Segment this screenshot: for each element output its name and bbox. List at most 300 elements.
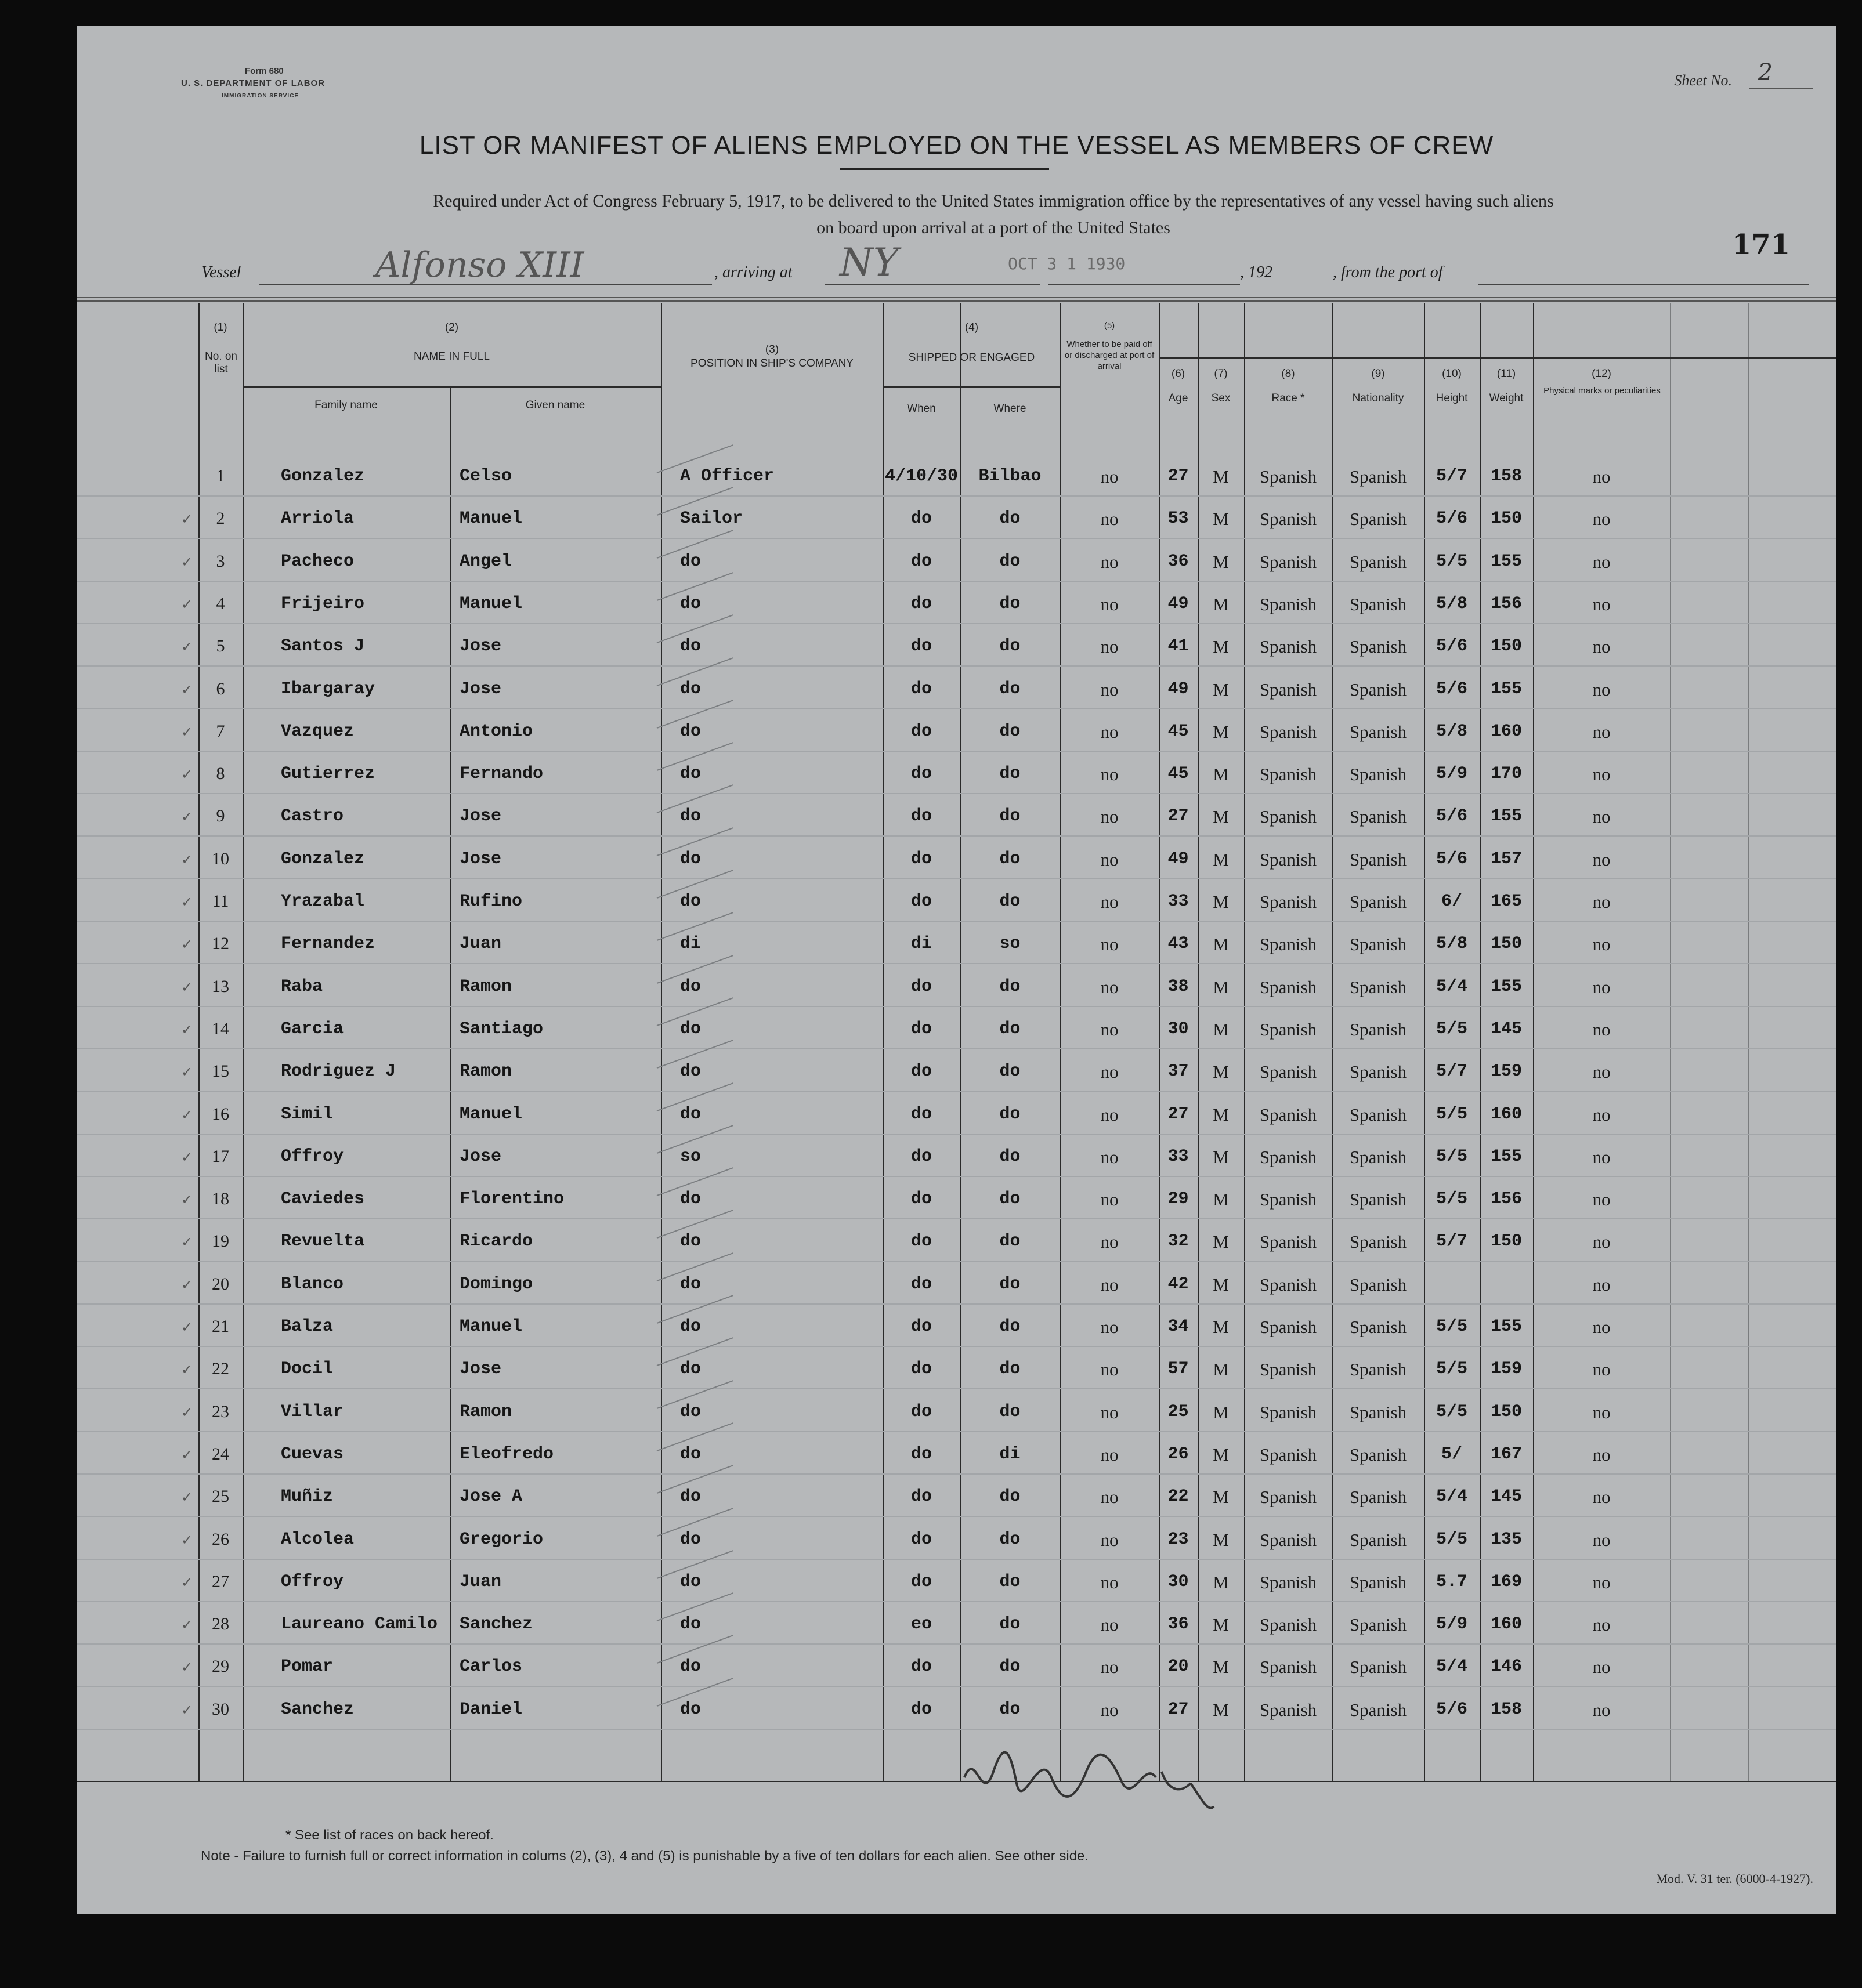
physical-marks: no bbox=[1592, 934, 1611, 955]
table-top-rule-2 bbox=[77, 300, 1836, 302]
weight: 158 bbox=[1490, 466, 1522, 486]
sex: M bbox=[1213, 849, 1229, 870]
table-row bbox=[77, 1431, 1836, 1432]
given-name: Gregorio bbox=[460, 1529, 544, 1549]
paid-off: no bbox=[1100, 976, 1119, 997]
given-name: Juan bbox=[460, 1571, 502, 1592]
page-subtitle bbox=[193, 188, 1794, 241]
check-mark-icon: ✓ bbox=[181, 1192, 193, 1208]
physical-marks: no bbox=[1592, 1019, 1611, 1040]
nationality: Spanish bbox=[1349, 976, 1407, 997]
paid-off: no bbox=[1100, 934, 1119, 955]
shipped-when: do bbox=[910, 509, 932, 529]
given-name: Rufino bbox=[460, 892, 523, 911]
vessel-name: Alfonso XIII bbox=[375, 245, 584, 285]
family-name: Garcia bbox=[281, 1019, 344, 1039]
nationality: Spanish bbox=[1349, 1614, 1407, 1635]
subtitle-line-2: on board upon arrival at a port of the United States bbox=[816, 218, 1170, 237]
shipped-when: do bbox=[910, 1359, 932, 1379]
shipped-when: do bbox=[910, 551, 932, 571]
table-row bbox=[77, 1601, 1836, 1602]
nationality: Spanish bbox=[1349, 892, 1407, 912]
age: 45 bbox=[1167, 764, 1189, 784]
given-name: Jose bbox=[460, 1359, 502, 1379]
physical-marks: no bbox=[1592, 1232, 1611, 1252]
check-mark-icon: ✓ bbox=[181, 1701, 193, 1718]
position: Sailor bbox=[680, 509, 743, 529]
check-mark-icon: ✓ bbox=[181, 1489, 193, 1506]
header-nationality: Nationality bbox=[1352, 392, 1404, 404]
header-weight-number: (11) bbox=[1496, 368, 1516, 380]
table-row bbox=[77, 1176, 1836, 1177]
shipped-when: do bbox=[910, 1657, 932, 1677]
physical-marks: no bbox=[1592, 509, 1611, 530]
family-name: Ibargaray bbox=[281, 679, 375, 699]
header-race-number: (8) bbox=[1281, 368, 1295, 380]
given-name: Antonio bbox=[460, 721, 533, 741]
from-port-line bbox=[1478, 284, 1809, 285]
header-race: Race * bbox=[1271, 392, 1305, 404]
height: 5/5 bbox=[1436, 1146, 1467, 1167]
shipped-where: do bbox=[999, 1699, 1021, 1719]
shipped-where: do bbox=[999, 1062, 1021, 1082]
height: 5/5 bbox=[1436, 1019, 1467, 1039]
given-name: Manuel bbox=[460, 509, 523, 529]
age: 30 bbox=[1167, 1571, 1189, 1592]
paid-off: no bbox=[1100, 721, 1119, 742]
shipped-when: do bbox=[910, 806, 932, 827]
header-nationality-number: (9) bbox=[1371, 368, 1385, 380]
sex: M bbox=[1213, 1062, 1229, 1082]
table-row bbox=[77, 878, 1836, 879]
age: 36 bbox=[1167, 551, 1189, 571]
height: 5/5 bbox=[1436, 1189, 1467, 1210]
position: do bbox=[680, 1699, 702, 1719]
physical-marks: no bbox=[1592, 1529, 1611, 1550]
nationality: Spanish bbox=[1349, 551, 1407, 572]
position: A Officer bbox=[680, 466, 775, 486]
table-row bbox=[77, 538, 1836, 539]
given-name: Eleofredo bbox=[460, 1444, 554, 1464]
nationality: Spanish bbox=[1349, 1232, 1407, 1252]
shipped-where: do bbox=[999, 1657, 1021, 1677]
family-name: Gonzalez bbox=[281, 466, 365, 486]
shipped-when: do bbox=[910, 1402, 932, 1422]
weight: 170 bbox=[1490, 764, 1522, 784]
shipped-header-rule bbox=[883, 386, 1060, 388]
position: so bbox=[680, 1146, 702, 1167]
shipped-where: do bbox=[999, 1359, 1021, 1379]
height: 5/5 bbox=[1436, 1317, 1467, 1337]
position: do bbox=[680, 1062, 702, 1082]
given-name: Manuel bbox=[460, 1104, 523, 1124]
paid-off: no bbox=[1100, 1359, 1119, 1380]
age: 27 bbox=[1167, 1104, 1189, 1124]
age: 32 bbox=[1167, 1232, 1189, 1252]
race: Spanish bbox=[1259, 1614, 1317, 1635]
shipped-where: do bbox=[999, 1402, 1021, 1422]
weight: 159 bbox=[1490, 1062, 1522, 1082]
age: 36 bbox=[1167, 1614, 1189, 1635]
age: 43 bbox=[1167, 934, 1189, 954]
age: 27 bbox=[1167, 1699, 1189, 1719]
row-number: 4 bbox=[216, 593, 225, 613]
weight: 150 bbox=[1490, 1232, 1522, 1252]
table-bottom-rule bbox=[77, 1781, 1836, 1782]
table-row bbox=[77, 1303, 1836, 1305]
race: Spanish bbox=[1259, 1019, 1317, 1040]
family-name: Frijeiro bbox=[281, 593, 365, 614]
given-name: Fernando bbox=[460, 764, 544, 784]
table-row bbox=[77, 1218, 1836, 1219]
check-mark-icon: ✓ bbox=[181, 1149, 193, 1165]
sex: M bbox=[1213, 1189, 1229, 1210]
row-number: 8 bbox=[216, 764, 225, 784]
shipped-where: do bbox=[999, 1274, 1021, 1294]
weight: 150 bbox=[1490, 636, 1522, 657]
check-mark-icon: ✓ bbox=[181, 979, 193, 995]
family-name: Blanco bbox=[281, 1274, 344, 1294]
sex: M bbox=[1213, 551, 1229, 572]
paid-off: no bbox=[1100, 1444, 1119, 1465]
shipped-where: do bbox=[999, 806, 1021, 827]
row-number: 14 bbox=[212, 1019, 229, 1038]
nationality: Spanish bbox=[1349, 1189, 1407, 1210]
family-name: Offroy bbox=[281, 1571, 344, 1592]
physical-marks: no bbox=[1592, 892, 1611, 912]
height: 5/4 bbox=[1436, 976, 1467, 997]
row-number: 9 bbox=[216, 806, 225, 826]
shipped-when: do bbox=[910, 764, 932, 784]
race: Spanish bbox=[1259, 764, 1317, 785]
row-number: 29 bbox=[212, 1657, 229, 1676]
given-name: Santiago bbox=[460, 1019, 544, 1039]
position: do bbox=[680, 1657, 702, 1677]
paid-off: no bbox=[1100, 1487, 1119, 1508]
header-name-in-full: NAME IN FULL bbox=[414, 350, 490, 363]
shipped-when: do bbox=[910, 721, 932, 741]
physical-marks: no bbox=[1592, 721, 1611, 742]
paid-off: no bbox=[1100, 764, 1119, 785]
shipped-where: do bbox=[999, 636, 1021, 657]
header-marks-number: (12) bbox=[1592, 368, 1611, 380]
weight: 160 bbox=[1490, 721, 1522, 741]
sex: M bbox=[1213, 764, 1229, 785]
manifest-sheet bbox=[77, 26, 1836, 1914]
given-name: Juan bbox=[460, 934, 502, 954]
physical-marks: no bbox=[1592, 593, 1611, 614]
paid-off: no bbox=[1100, 1104, 1119, 1125]
sex: M bbox=[1213, 466, 1229, 487]
shipped-where: di bbox=[999, 1444, 1021, 1464]
sex: M bbox=[1213, 1699, 1229, 1720]
table-row bbox=[77, 1261, 1836, 1262]
table-row bbox=[77, 1388, 1836, 1389]
nationality: Spanish bbox=[1349, 721, 1407, 742]
paid-off: no bbox=[1100, 1402, 1119, 1422]
race: Spanish bbox=[1259, 1189, 1317, 1210]
age: 49 bbox=[1167, 849, 1189, 869]
race: Spanish bbox=[1259, 934, 1317, 955]
family-name: Muñiz bbox=[281, 1487, 334, 1507]
family-name: Gutierrez bbox=[281, 764, 375, 784]
header-given-name: Given name bbox=[525, 399, 585, 411]
date-stamp: OCT 3 1 1930 bbox=[1008, 254, 1126, 273]
name-subcolumn-divider bbox=[450, 388, 451, 1781]
shipped-when: do bbox=[910, 1699, 932, 1719]
weight: 155 bbox=[1490, 1317, 1522, 1337]
given-name: Jose bbox=[460, 679, 502, 699]
given-name: Daniel bbox=[460, 1699, 523, 1719]
shipped-where: do bbox=[999, 976, 1021, 997]
weight: 145 bbox=[1490, 1487, 1522, 1507]
race: Spanish bbox=[1259, 1402, 1317, 1422]
weight: 150 bbox=[1490, 934, 1522, 954]
header-col5-number: (5) bbox=[1104, 321, 1115, 331]
sheet-number: 2 bbox=[1758, 59, 1773, 86]
height: 5/8 bbox=[1436, 721, 1467, 741]
position: do bbox=[680, 764, 702, 784]
table-row bbox=[77, 1473, 1836, 1475]
check-mark-icon: ✓ bbox=[181, 766, 193, 783]
check-mark-icon: ✓ bbox=[181, 809, 193, 825]
sex: M bbox=[1213, 1104, 1229, 1125]
family-name: Docil bbox=[281, 1359, 334, 1379]
position: do bbox=[680, 1529, 702, 1549]
race: Spanish bbox=[1259, 1317, 1317, 1337]
height: 5/7 bbox=[1436, 466, 1467, 486]
footer-note-penalty: Note - Failure to furnish full or correct information in colums (2), (3), 4 and (5) is punishable by a five of ten dollars for each alien. See other side. bbox=[201, 1848, 1089, 1864]
sheet-number-line bbox=[1749, 88, 1813, 89]
sex: M bbox=[1213, 1657, 1229, 1678]
title-underline bbox=[840, 168, 1049, 170]
shipped-when: do bbox=[910, 1317, 932, 1337]
check-mark-icon: ✓ bbox=[181, 1064, 193, 1081]
age: 49 bbox=[1167, 679, 1189, 699]
family-name: Yrazabal bbox=[281, 892, 365, 911]
header-col3-number: (3) bbox=[765, 343, 779, 356]
table-row bbox=[77, 793, 1836, 794]
footer-note-races: * See list of races on back hereof. bbox=[285, 1827, 494, 1843]
row-number: 5 bbox=[216, 636, 225, 656]
physical-marks: no bbox=[1592, 1317, 1611, 1337]
vessel-label: Vessel bbox=[201, 263, 241, 281]
position: do bbox=[680, 1402, 702, 1422]
position: do bbox=[680, 593, 702, 614]
position: do bbox=[680, 1571, 702, 1592]
header-col4-number: (4) bbox=[964, 321, 979, 334]
race: Spanish bbox=[1259, 1232, 1317, 1252]
family-name: Raba bbox=[281, 976, 323, 997]
position: do bbox=[680, 636, 702, 657]
nationality: Spanish bbox=[1349, 1699, 1407, 1720]
header-col1-number: (1) bbox=[214, 321, 227, 334]
height: 5/5 bbox=[1436, 1402, 1467, 1422]
shipped-where: do bbox=[999, 1189, 1021, 1210]
height: 5.7 bbox=[1436, 1571, 1467, 1592]
shipped-where: do bbox=[999, 1529, 1021, 1549]
check-mark-icon: ✓ bbox=[181, 1659, 193, 1676]
given-name: Ramon bbox=[460, 976, 512, 997]
paid-off: no bbox=[1100, 892, 1119, 912]
age: 25 bbox=[1167, 1402, 1189, 1422]
age: 34 bbox=[1167, 1317, 1189, 1337]
row-number: 30 bbox=[212, 1699, 229, 1719]
physical-marks: no bbox=[1592, 1444, 1611, 1465]
header-shipped: SHIPPED OR ENGAGED bbox=[908, 352, 1035, 364]
given-name: Domingo bbox=[460, 1274, 533, 1294]
weight: 155 bbox=[1490, 679, 1522, 699]
nationality: Spanish bbox=[1349, 1402, 1407, 1422]
age: 53 bbox=[1167, 509, 1189, 529]
nationality: Spanish bbox=[1349, 509, 1407, 530]
race: Spanish bbox=[1259, 1274, 1317, 1295]
paid-off: no bbox=[1100, 679, 1119, 700]
physical-marks: no bbox=[1592, 551, 1611, 572]
nationality: Spanish bbox=[1349, 849, 1407, 870]
position: do bbox=[680, 892, 702, 911]
race: Spanish bbox=[1259, 1571, 1317, 1592]
subtitle-line-1: Required under Act of Congress February 5, 1917, to be delivered to the United States immigration office by the representatives of any vessel having such aliens bbox=[433, 191, 1554, 211]
nationality: Spanish bbox=[1349, 679, 1407, 700]
age: 37 bbox=[1167, 1062, 1189, 1082]
position: do bbox=[680, 1189, 702, 1210]
form-number: Form 680 bbox=[245, 66, 284, 76]
physical-marks: no bbox=[1592, 466, 1611, 487]
position: do bbox=[680, 849, 702, 869]
physical-marks: no bbox=[1592, 849, 1611, 870]
height: 5/6 bbox=[1436, 679, 1467, 699]
height: 5/7 bbox=[1436, 1232, 1467, 1252]
physical-marks: no bbox=[1592, 1614, 1611, 1635]
nationality: Spanish bbox=[1349, 1104, 1407, 1125]
sex: M bbox=[1213, 1274, 1229, 1295]
age: 27 bbox=[1167, 806, 1189, 827]
race: Spanish bbox=[1259, 466, 1317, 487]
sex: M bbox=[1213, 509, 1229, 530]
stamped-number: 171 bbox=[1731, 229, 1790, 261]
position: do bbox=[680, 1614, 702, 1635]
family-name: Santos J bbox=[281, 636, 365, 657]
height: 5/6 bbox=[1436, 1699, 1467, 1719]
height: 5/7 bbox=[1436, 1062, 1467, 1082]
check-mark-icon: ✓ bbox=[181, 639, 193, 656]
race: Spanish bbox=[1259, 593, 1317, 614]
given-name: Angel bbox=[460, 551, 512, 571]
race: Spanish bbox=[1259, 1699, 1317, 1720]
shipped-when: do bbox=[910, 976, 932, 997]
family-name: Rodriguez J bbox=[281, 1062, 396, 1082]
check-mark-icon: ✓ bbox=[181, 894, 193, 910]
shipped-where: do bbox=[999, 1317, 1021, 1337]
sex: M bbox=[1213, 934, 1229, 955]
table-row bbox=[77, 1686, 1836, 1687]
row-number: 26 bbox=[212, 1529, 229, 1549]
weight: 150 bbox=[1490, 509, 1522, 529]
age: 30 bbox=[1167, 1019, 1189, 1039]
given-name: Carlos bbox=[460, 1657, 523, 1677]
check-mark-icon: ✓ bbox=[181, 681, 193, 698]
header-age: Age bbox=[1168, 392, 1188, 404]
age: 38 bbox=[1167, 976, 1189, 997]
sheet-label: Sheet No. bbox=[1674, 72, 1732, 89]
header-sex: Sex bbox=[1211, 392, 1231, 404]
paid-off: no bbox=[1100, 551, 1119, 572]
age: 57 bbox=[1167, 1359, 1189, 1379]
family-name: Castro bbox=[281, 806, 344, 827]
shipped-where: do bbox=[999, 593, 1021, 614]
header-paid-off: Whether to be paid off or discharged at port of arrival bbox=[1064, 339, 1155, 371]
height: 5/8 bbox=[1436, 593, 1467, 614]
paid-off: no bbox=[1100, 1019, 1119, 1040]
shipped-where: do bbox=[999, 1232, 1021, 1252]
sex: M bbox=[1213, 1402, 1229, 1422]
shipped-when: do bbox=[910, 636, 932, 657]
nationality: Spanish bbox=[1349, 1529, 1407, 1550]
header-weight: Weight bbox=[1489, 392, 1524, 404]
header-when: When bbox=[907, 403, 936, 415]
shipped-when: do bbox=[910, 1274, 932, 1294]
nationality: Spanish bbox=[1349, 1359, 1407, 1380]
service-name: IMMIGRATION SERVICE bbox=[222, 93, 299, 99]
weight: 160 bbox=[1490, 1104, 1522, 1124]
arriving-port: NY bbox=[840, 240, 899, 285]
physical-marks: no bbox=[1592, 1104, 1611, 1125]
row-number: 28 bbox=[212, 1614, 229, 1634]
header-sex-number: (7) bbox=[1214, 368, 1228, 380]
family-name: Laureano Camilo bbox=[281, 1614, 438, 1635]
family-name: Arriola bbox=[281, 509, 355, 529]
signature bbox=[959, 1737, 1225, 1827]
shipped-when: do bbox=[910, 1104, 932, 1124]
nationality: Spanish bbox=[1349, 806, 1407, 827]
header-position: POSITION IN SHIP'S COMPANY bbox=[690, 357, 854, 370]
physical-marks: no bbox=[1592, 1146, 1611, 1167]
height: 5/6 bbox=[1436, 849, 1467, 869]
sex: M bbox=[1213, 679, 1229, 700]
shipped-when: do bbox=[910, 849, 932, 869]
shipped-where: do bbox=[999, 509, 1021, 529]
position: do bbox=[680, 806, 702, 827]
age: 33 bbox=[1167, 1146, 1189, 1167]
race: Spanish bbox=[1259, 1062, 1317, 1082]
table-row bbox=[77, 665, 1836, 667]
row-number: 17 bbox=[212, 1146, 229, 1166]
sex: M bbox=[1213, 1571, 1229, 1592]
given-name: Manuel bbox=[460, 1317, 523, 1337]
family-name: Simil bbox=[281, 1104, 334, 1124]
table-row bbox=[77, 1006, 1836, 1007]
height: 5/6 bbox=[1436, 636, 1467, 657]
height: 5/5 bbox=[1436, 551, 1467, 571]
shipped-where: do bbox=[999, 1104, 1021, 1124]
weight: 165 bbox=[1490, 892, 1522, 911]
weight: 156 bbox=[1490, 593, 1522, 614]
shipped-when: eo bbox=[910, 1614, 932, 1635]
table-row bbox=[77, 1091, 1836, 1092]
row-number: 2 bbox=[216, 509, 225, 528]
check-mark-icon: ✓ bbox=[181, 1234, 193, 1251]
nationality: Spanish bbox=[1349, 1019, 1407, 1040]
row-number: 13 bbox=[212, 976, 229, 996]
given-name: Sanchez bbox=[460, 1614, 533, 1635]
table-top-rule bbox=[77, 297, 1836, 298]
weight: 159 bbox=[1490, 1359, 1522, 1379]
physical-marks: no bbox=[1592, 806, 1611, 827]
sex: M bbox=[1213, 721, 1229, 742]
shipped-when: do bbox=[910, 1232, 932, 1252]
sex: M bbox=[1213, 976, 1229, 997]
